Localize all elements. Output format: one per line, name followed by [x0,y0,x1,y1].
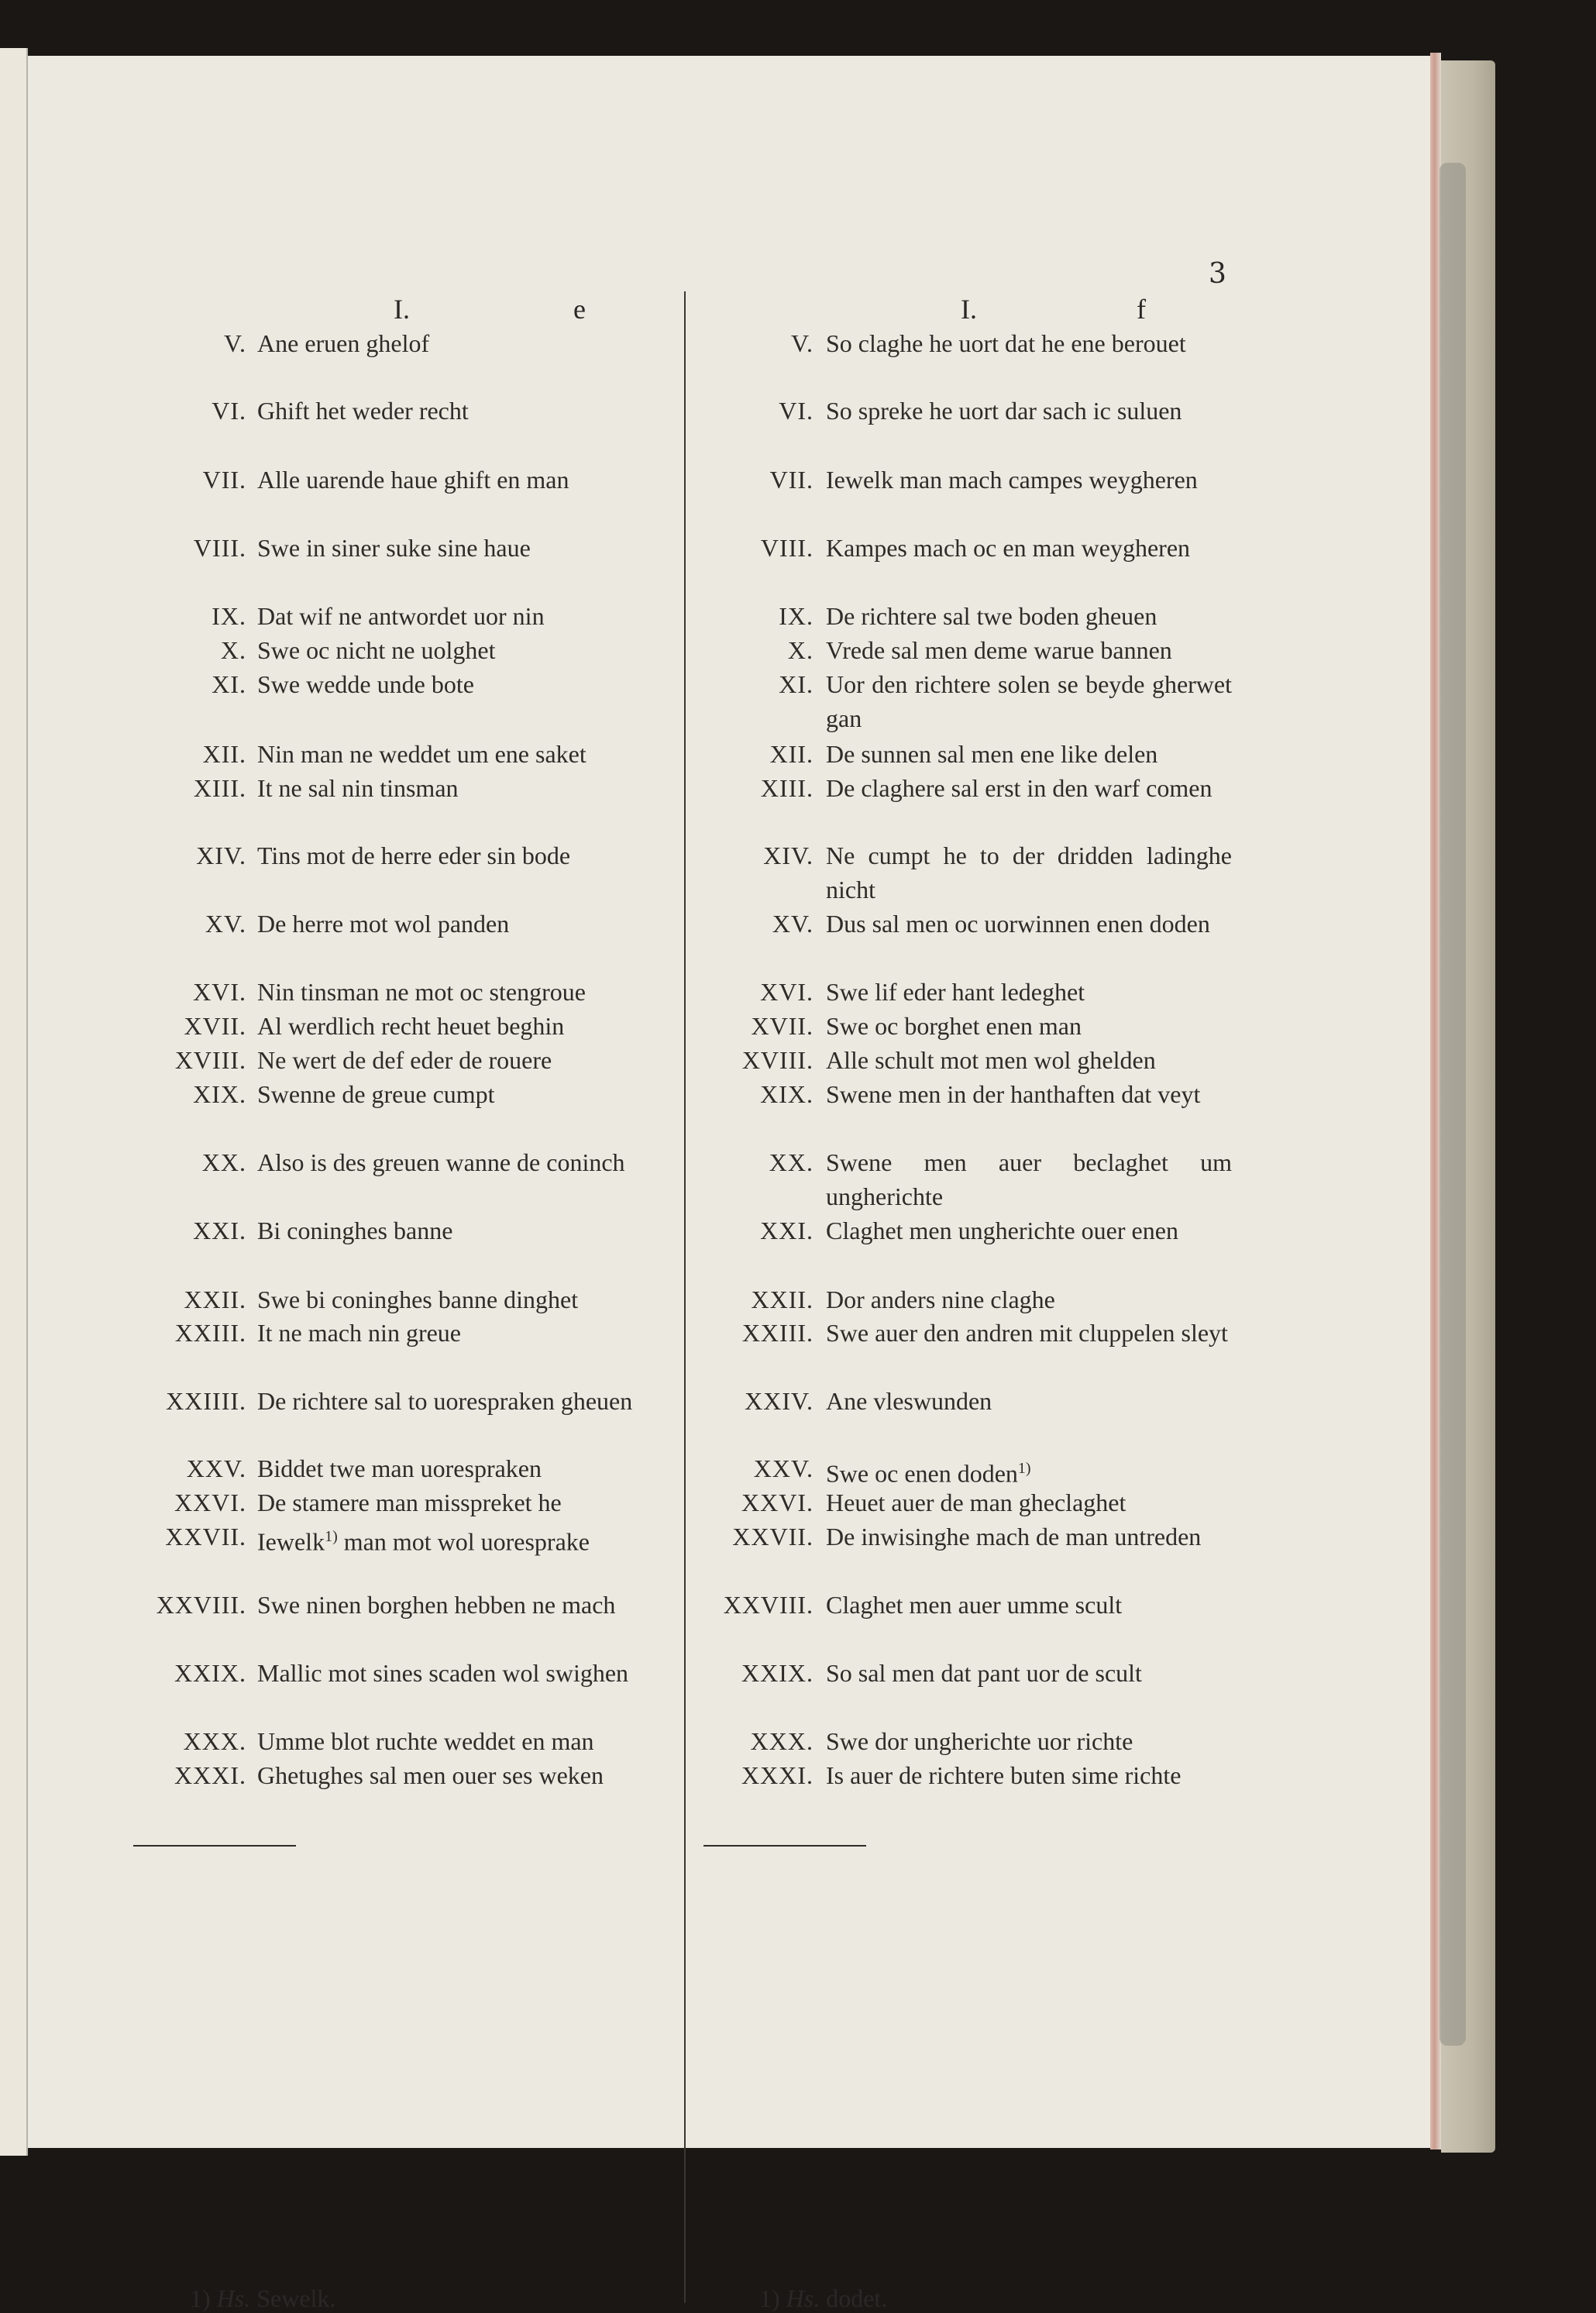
entry-text-main: De sunnen sal men ene like delen [826,740,1158,768]
entry-text-main: De claghere sal erst in den warf comen [826,774,1212,802]
entry-text-main: Swe oc nicht ne uolghet [257,636,496,664]
entry-numeral: XXXI. [741,1761,813,1789]
entry-text-main: So claghe he uort dat he ene berouet [826,329,1186,357]
entry-text-main: Ne cumpt he to der dridden ladinghe nicht [826,842,1232,904]
entry-text-main: De richtere sal to uorespraken gheuen [257,1387,633,1415]
entry-text [826,599,1232,633]
entry-text-main: Nin tinsman ne mot oc stengroue [257,978,586,1006]
entry-text-main: De stamere man misspreket he [257,1489,562,1516]
entry-text-main: Is auer de richtere buten sime richte [826,1761,1182,1789]
entry-numeral: XXIIII. [166,1387,246,1415]
entry-text-main: Swene men auer beclaghet um ungherichte [826,1148,1232,1210]
right-footnote [759,2284,887,2313]
entry-numeral: XXVI. [174,1489,246,1516]
entry-text-main: Swe oc enen doden [826,1459,1018,1488]
entry-text-main: Claghet men auer umme scult [826,1591,1123,1619]
entry-numeral: XXXI. [174,1761,246,1789]
footnote-reference: 1) [1017,1460,1031,1477]
entry-text [826,667,1232,735]
entry-numeral: XIV. [763,842,813,869]
footnote-text: Sewelk. [256,2284,336,2312]
entry-numeral: XI. [212,670,246,698]
footnote-abbreviation: Hs. [786,2284,820,2312]
entry-text [826,907,1232,941]
entry-numeral: XVI. [193,978,246,1006]
entry-text [826,1724,1232,1758]
entry-text [826,531,1232,565]
entry-numeral: XXVII. [732,1523,813,1551]
right-footnote-rule [703,1845,866,1847]
entry-text-main: Alle schult mot men wol ghelden [826,1046,1156,1074]
entry-text [826,1282,1232,1317]
entry-text-main: Ane eruen ghelof [257,329,430,357]
entry-numeral: XXI. [193,1217,246,1244]
entry-text [826,771,1232,805]
entry-numeral: XXIX. [741,1659,813,1687]
entry-numeral: XXIX. [174,1659,246,1687]
entry-text-main: Umme blot ruchte weddet en man [257,1727,594,1755]
entry-text-main: Swene men in der hanthaften dat veyt [826,1080,1201,1108]
entry-numeral: XXV. [186,1454,246,1482]
entry-numeral: V. [791,329,813,357]
entry-numeral: XIII. [760,774,813,802]
footnote-abbreviation: Hs. [216,2284,251,2312]
entry-text-main: So sal men dat pant uor de scult [826,1659,1142,1687]
entry-text-main: Iewelk man mach campes weygheren [826,466,1198,494]
entry-numeral: XII. [769,740,813,768]
entry-text-main: Ghift het weder recht [257,397,469,425]
footnote-reference: 1) [325,1528,338,1545]
entry-numeral: XIII. [193,774,246,802]
entry-text [826,838,1232,907]
entry-numeral: XXII. [751,1286,813,1313]
entry-text-main: Vrede sal men deme warue bannen [826,636,1172,664]
entry-numeral: XVII. [184,1012,246,1040]
entry-text-after: man mot wol uoresprake [337,1527,590,1556]
entry-text-main: It ne mach nin greue [257,1319,461,1347]
entry-numeral: XXII. [184,1286,246,1313]
entry-numeral: XI. [779,670,813,698]
entry-text-main: Bi coninghes banne [257,1217,453,1244]
entry-text-main: Swe oc borghet enen man [826,1012,1082,1040]
entry-numeral: IX. [779,602,813,630]
entry-numeral: X. [787,636,813,664]
footnote-marker: 1) [190,2284,211,2312]
entry-numeral: XV. [205,910,246,938]
entry-text [826,1213,1232,1248]
entry-text-main: Swe lif eder hant ledeghet [826,978,1085,1006]
entry-numeral: XIX. [760,1080,813,1108]
entry-text [826,326,1232,360]
entry-text-main: De herre mot wol panden [257,910,510,938]
entry-text [826,1758,1232,1792]
page-number: 3 [1209,258,1226,290]
entry-text-main: Mallic mot sines scaden wol swighen [257,1659,629,1687]
entry-text [826,1656,1232,1690]
entry-numeral: VI. [779,397,813,425]
footnote-marker: 1) [759,2284,780,2312]
entry-text-main: De inwisinghe mach de man untreden [826,1523,1202,1551]
entry-numeral: XXVI. [741,1489,813,1516]
entry-text-main: Dat wif ne antwordet uor nin [257,602,545,630]
entry-text [826,1009,1232,1043]
entry-numeral: XXIV. [745,1387,813,1415]
entry-text-main: Ghetughes sal men ouer ses weken [257,1761,604,1789]
entry-text-main: Ane vleswunden [826,1387,992,1415]
entry-numeral: XX. [201,1148,246,1176]
entry-text-main: Ne wert de def eder de rouere [257,1046,552,1074]
entry-numeral: VII. [202,466,246,494]
entry-text [826,394,1232,428]
entry-text [826,633,1232,667]
entry-text-main: Swe in siner suke sine haue [257,534,531,562]
entry-numeral: XVIII. [741,1046,813,1074]
entry-text [826,1588,1232,1622]
entry-text [826,1043,1232,1077]
entry-text [826,463,1232,497]
left-footnote [190,2284,335,2313]
entry-numeral: XVII. [751,1012,813,1040]
entry-numeral: IX. [212,602,246,630]
entry-text-main: Dor anders nine claghe [826,1286,1055,1313]
entry-numeral: XXVIII. [723,1591,813,1619]
entry-text-main: Nin man ne weddet um ene saket [257,740,586,768]
entry-text-main: Also is des greuen wanne de coninch [257,1148,625,1176]
right-column-letter: f [1137,294,1146,325]
entry-text [826,975,1232,1009]
entry-text [826,1316,1232,1350]
entry-numeral: VIII. [760,534,813,562]
entry-numeral: XXX. [750,1727,813,1755]
footnote-text: dodet. [826,2284,888,2312]
entry-text-main: Claghet men ungherichte ouer enen [826,1217,1178,1244]
entry-numeral: V. [224,329,246,357]
entry-text [826,737,1232,771]
entry-text-main: Swe wedde unde bote [257,670,474,698]
entry-numeral: XIX. [193,1080,246,1108]
entry-text-main: De richtere sal twe boden gheuen [826,602,1157,630]
entry-numeral: XXVII. [165,1523,246,1551]
entry-text-main: Uor den richtere solen se beyde gherwet gan [826,670,1232,732]
entry-text-main: So spreke he uort dar sach ic suluen [826,397,1182,425]
entry-text [826,1077,1232,1111]
entry-numeral: XIV. [196,842,246,869]
entry-text-main: Alle uarende haue ghift en man [257,466,569,494]
entry-numeral: XXX. [183,1727,246,1755]
entry-text-main: Tins mot de herre eder sin bode [257,842,571,869]
entry-text-main: Dus sal men oc uorwinnen enen doden [826,910,1210,938]
entry-text [826,1520,1232,1554]
entry-numeral: XVIII. [174,1046,246,1074]
entry-numeral: XV. [772,910,813,938]
entry-numeral: XXIII. [741,1319,813,1347]
entry-text [826,1384,1232,1418]
entry-text-main: Swe ninen borghen hebben ne mach [257,1591,616,1619]
entry-text-main: Iewelk [257,1527,325,1556]
entry-numeral: X. [220,636,246,664]
left-footnote-rule [133,1845,296,1847]
entry-numeral: VI. [212,397,246,425]
entry-numeral: VIII. [193,534,246,562]
cover-inset [1439,163,1466,2046]
entry-numeral: XVI. [760,978,813,1006]
entry-numeral: XXVIII. [156,1591,246,1619]
entry-text-main: Al werdlich recht heuet beghin [257,1012,565,1040]
left-column-numeral: I. [394,294,410,325]
entry-text-main: Swe auer den andren mit cluppelen sleyt [826,1319,1228,1347]
entry-numeral: XII. [202,740,246,768]
entry-text-main: Swenne de greue cumpt [257,1080,495,1108]
left-column-letter: e [573,294,586,325]
entry-numeral: XXI. [760,1217,813,1244]
entry-text-main: Swe dor ungherichte uor richte [826,1727,1133,1755]
entry-text-main: Kampes mach oc en man weygheren [826,534,1191,562]
entry-text-main: Biddet twe man uorespraken [257,1454,542,1482]
entry-text [826,1485,1232,1520]
entry-text-main: It ne sal nin tinsman [257,774,459,802]
entry-text-main: Swe bi coninghes banne dinghet [257,1286,579,1313]
entry-numeral: VII. [769,466,813,494]
right-column-numeral: I. [961,294,977,325]
entry-text-main: Heuet auer de man gheclaghet [826,1489,1126,1516]
entry-text [826,1145,1232,1213]
entry-numeral: XXV. [753,1454,813,1482]
entry-numeral: XXIII. [174,1319,246,1347]
entry-numeral: XX. [769,1148,813,1176]
